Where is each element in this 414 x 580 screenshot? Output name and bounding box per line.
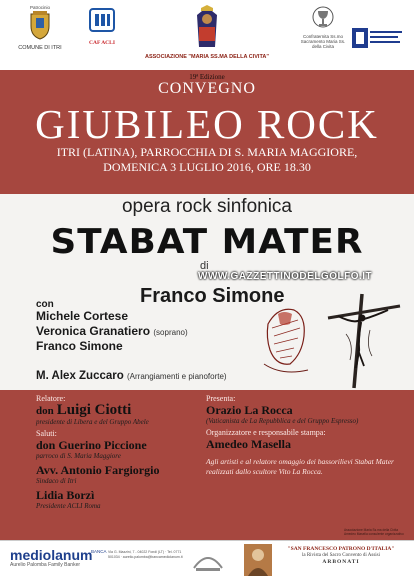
caf-acli-logo [84,5,120,46]
acli-icon [88,5,116,35]
saluti-name: don Guerino Piccione [36,438,147,452]
opera-title: STABAT MATER [50,222,364,262]
opera-genre: opera rock sinfonica [121,196,293,217]
saluti-name: Lidia Borzì [36,488,95,502]
arranger [36,370,227,382]
bank-label: BANCA [91,549,107,554]
saint-francis-icon [244,544,272,576]
madonna-icon [187,5,227,49]
saluti-name: Avv. Antonio Fargiorgio [36,463,160,477]
cast-name: Veronica Granatiero [36,324,151,338]
opera-author: Franco Simone [140,285,285,307]
saluti-desc: parroco di S. Maria Maggiore [36,452,121,460]
associazione-label: ASSOCIAZIONE "MARIA SS.MA DELLA CIVITA" [145,54,269,60]
cast-member [36,324,188,338]
relatore-desc: presidente di Libera e del Gruppo Abele [36,418,149,426]
magazine-subtitle: la Rivista del Sacro Convento di Assisi [301,553,381,558]
relatore-name [36,403,196,418]
cast-name: Franco Simone [36,339,123,353]
associazione-logo [132,5,282,60]
arranger-role: (Arrangiamenti e pianoforte) [126,372,227,381]
website-watermark: WWW.GAZZETTINODELGOLFO.IT [198,271,373,282]
cast-with-label: con [36,299,54,310]
blue-sponsor-logo [350,28,405,53]
opera-by-label: di [200,260,209,272]
relatore-prefix: don [36,405,54,417]
organizer-credit: Associazione Maria Ss.ma della Civita Amedeo Masella consulente organizzativo [344,528,404,536]
magazine-brand: ARBONATI [322,559,360,565]
sponsor-badge-icon [352,28,404,48]
relatore-label: Relatore: [36,394,66,403]
artists-note: Agli artisti e al relatore omaggio dei bassorilievi Stabat Mater realizzati dallo scultore Vito La Rocca. [206,457,394,476]
speakers-right-column [206,394,406,485]
mediolanum-logo [10,548,92,568]
relatore-surname: Luigi Ciotti [56,402,132,418]
saluti-desc: Presidente ACLI Roma [36,502,101,510]
saluti-desc: Sindaco di Itri [36,477,77,485]
comune-itri-logo [14,5,66,51]
comune-fondi-logo [190,544,226,576]
cast-role: (soprano) [153,328,188,337]
san-francesco-banner [275,546,407,566]
cast-name: Michele Cortese [36,309,129,323]
bank-address: Via G. Mazzini, 7 - 04022 Fondi (LT) · Tel. 0771 501034 · aurelio.palomba@bancamediolanum.it [108,550,183,559]
confraternita-logo [300,5,346,49]
convegno-title: CONVEGNO [158,80,256,97]
organizzatore-label: Organizzatore e responsabile stampa: [206,428,326,437]
arranger-name: M. Alex Zuccaro [36,370,124,382]
presenta-desc: (Vaticanista de La Repubblica e del Gruppo Espresso) [206,417,359,425]
presenta-name: Orazio La Rocca [206,403,293,417]
magazine-title: "SAN FRANCESCO PATRONO D'ITALIA" [287,546,395,552]
edition-label: 19ª Edizione [189,73,225,81]
cast-member [36,339,123,353]
comune-label: COMUNE DI ITRI [18,45,62,51]
cast-member [36,309,128,323]
chalice-icon [311,5,335,29]
coat-of-arms-icon [28,10,52,40]
saluti-label: Saluti: [36,429,57,438]
organizzatore-name: Amedeo Masella [206,437,291,451]
bank-agent: Aurelio Palomba Family Banker [10,562,81,568]
patrocinio-label: Patrocinio [29,5,50,10]
sponsor-logos-header [0,0,414,70]
presenta-label: Presenta: [206,394,236,403]
event-place: ITRI (LATINA), PARROCCHIA DI S. MARIA MAGGIORE, [56,145,358,159]
speakers-left-column [36,394,196,513]
event-name: GIUBILEO ROCK [35,101,379,147]
bank-name: mediolanum [10,547,93,563]
event-date: DOMENICA 3 LUGLIO 2016, ORE 18.30 [103,160,311,174]
caf-acli-label: CAF ACLI [89,40,115,46]
confraternita-label: Confraternita Ss.mo Sacramento Maria Ss. della Civita [300,34,346,49]
